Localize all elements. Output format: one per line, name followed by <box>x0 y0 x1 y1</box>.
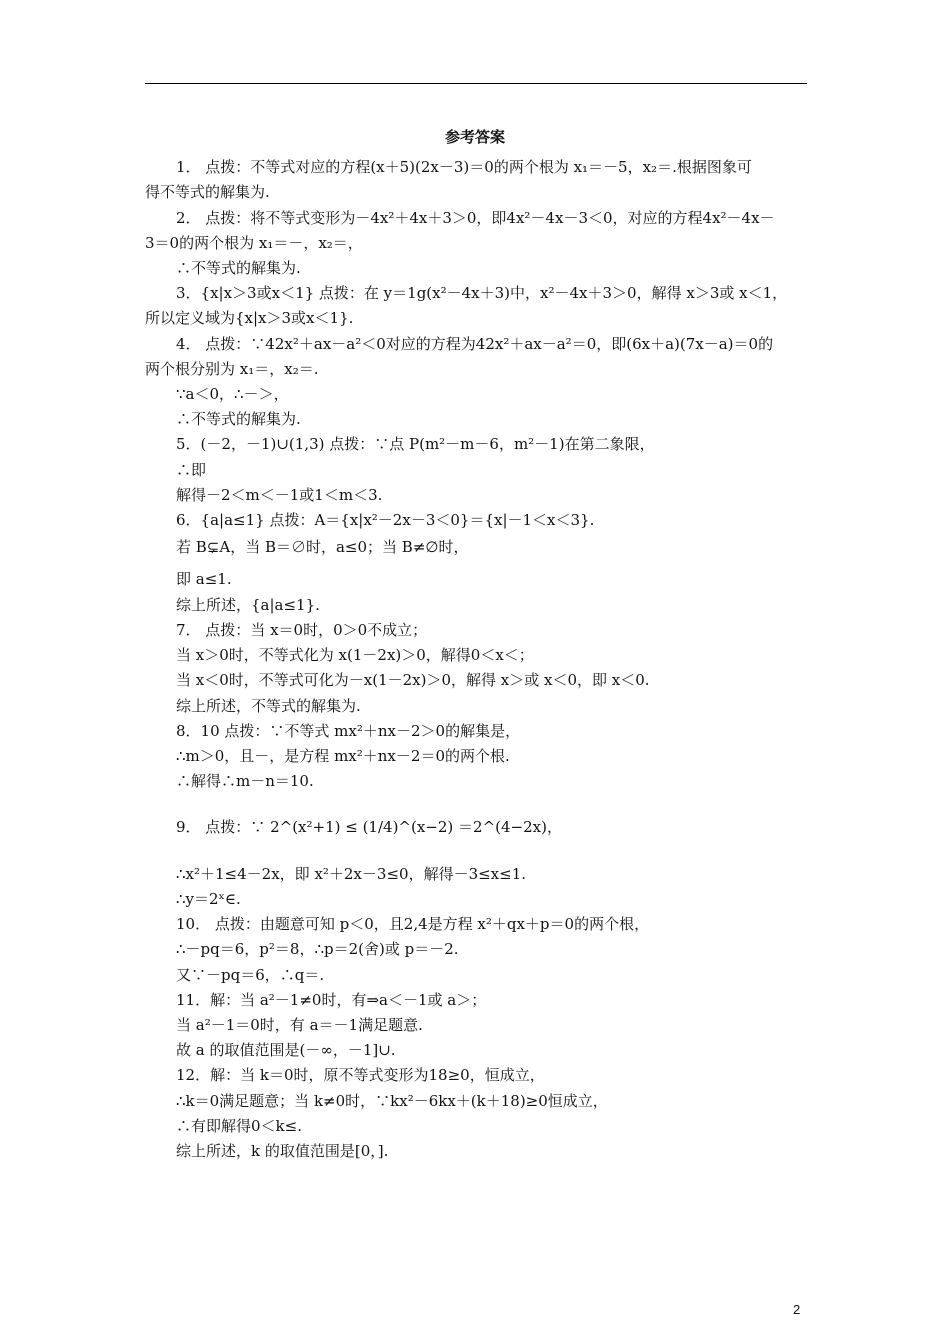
text-line: 9． 点拨：∵ 2^(x²+1) ≤ (1/4)^(x−2) ＝2^(4−2x)， <box>176 818 562 836</box>
text-line: ∴不等式的解集为. <box>176 259 301 277</box>
text-line: 3＝0的两个根为 x₁＝－，x₂＝， <box>145 234 363 252</box>
text-line: 故 a 的取值范围是(－∞，－1]∪. <box>176 1041 396 1059</box>
text-line: ∴m＞0，且－，是方程 mx²＋nx－2＝0的两个根. <box>176 747 510 765</box>
text-line: 解得－2＜m＜－1或1＜m＜3. <box>176 486 383 504</box>
text-line: ∴k＝0满足题意；当 k≠0时，∵kx²－6kx＋(k＋18)≥0恒成立， <box>176 1092 608 1110</box>
text-line: ∵a＜0，∴－＞， <box>176 385 289 403</box>
text-line: 即 a≤1. <box>176 570 232 588</box>
page-number: 2 <box>793 1302 801 1317</box>
text-line: ∴不等式的解集为. <box>176 410 301 428</box>
text-line: 得不等式的解集为. <box>145 183 270 201</box>
text-line: 8．10 点拨：∵不等式 mx²＋nx－2＞0的解集是， <box>176 722 521 740</box>
text-line: ∴解得∴m－n＝10. <box>176 772 314 790</box>
text-line: 当 a²－1＝0时，有 a＝－1满足题意. <box>176 1016 423 1034</box>
text-line: 1． 点拨：不等式对应的方程(x＋5)(2x－3)＝0的两个根为 x₁＝－5，x₂＝.根据图象可 <box>176 158 752 176</box>
text-line: 综上所述，{a|a≤1}. <box>176 596 320 614</box>
text-line: 3．{x|x＞3或x＜1} 点拨：在 y＝1g(x²－4x＋3)中，x²－4x＋3＞0，解得 x＞3或 x＜1， <box>176 284 788 302</box>
text-line: 若 B⊊A，当 B＝∅时，a≤0；当 B≠∅时， <box>176 538 469 556</box>
text-line: 5．(－2，－1)∪(1,3) 点拨：∵点 P(m²－m－6，m²－1)在第二象限， <box>176 435 655 453</box>
text-line: 综上所述，不等式的解集为. <box>176 697 361 715</box>
text-line: 综上所述，k 的取值范围是[0，]. <box>176 1142 389 1160</box>
header-rule <box>145 83 807 84</box>
text-line: ∴有即解得0＜k≤. <box>176 1117 302 1135</box>
text-line: 4． 点拨：∵42x²＋ax－a²＜0对应的方程为42x²＋ax－a²＝0，即(6x＋a)(7x－a)＝0的 <box>176 335 774 353</box>
text-line: ∴x²＋1≤4－2x，即 x²＋2x－3≤0，解得－3≤x≤1. <box>176 865 527 883</box>
text-line: 7． 点拨：当 x＝0时，0＞0不成立； <box>176 621 428 639</box>
text-line: ∴即 <box>176 461 207 479</box>
text-line: 又∵－pq＝6，∴q＝. <box>176 966 325 984</box>
text-line: ∴－pq＝6，p²＝8，∴p＝2(舍)或 p＝－2. <box>176 940 459 958</box>
text-line: 2． 点拨：将不等式变形为－4x²＋4x＋3＞0，即4x²－4x－3＜0，对应的方程4x²－4x－ <box>176 209 775 227</box>
text-line: 12．解：当 k＝0时，原不等式变形为18≥0，恒成立， <box>176 1066 545 1084</box>
text-line: 6．{a|a≤1} 点拨：A＝{x|x²－2x－3＜0}＝{x|－1＜x＜3}. <box>176 511 595 529</box>
page-title: 参考答案 <box>444 128 505 146</box>
text-line: 当 x＞0时，不等式化为 x(1－2x)＞0，解得0＜x＜； <box>176 646 534 664</box>
text-line: 两个根分别为 x₁＝，x₂＝. <box>145 360 319 378</box>
text-line: 10． 点拨：由题意可知 p＜0，且2,4是方程 x²＋qx＋p＝0的两个根， <box>176 915 650 933</box>
text-line: 当 x＜0时，不等式可化为－x(1－2x)＞0，解得 x＞或 x＜0，即 x＜0. <box>176 671 650 689</box>
text-line: 所以定义域为{x|x＞3或x＜1}. <box>145 309 354 327</box>
text-line: ∴y＝2ˣ∈. <box>176 890 241 908</box>
text-line: 11．解：当 a²－1≠0时，有⇒a＜－1或 a＞； <box>176 991 487 1009</box>
